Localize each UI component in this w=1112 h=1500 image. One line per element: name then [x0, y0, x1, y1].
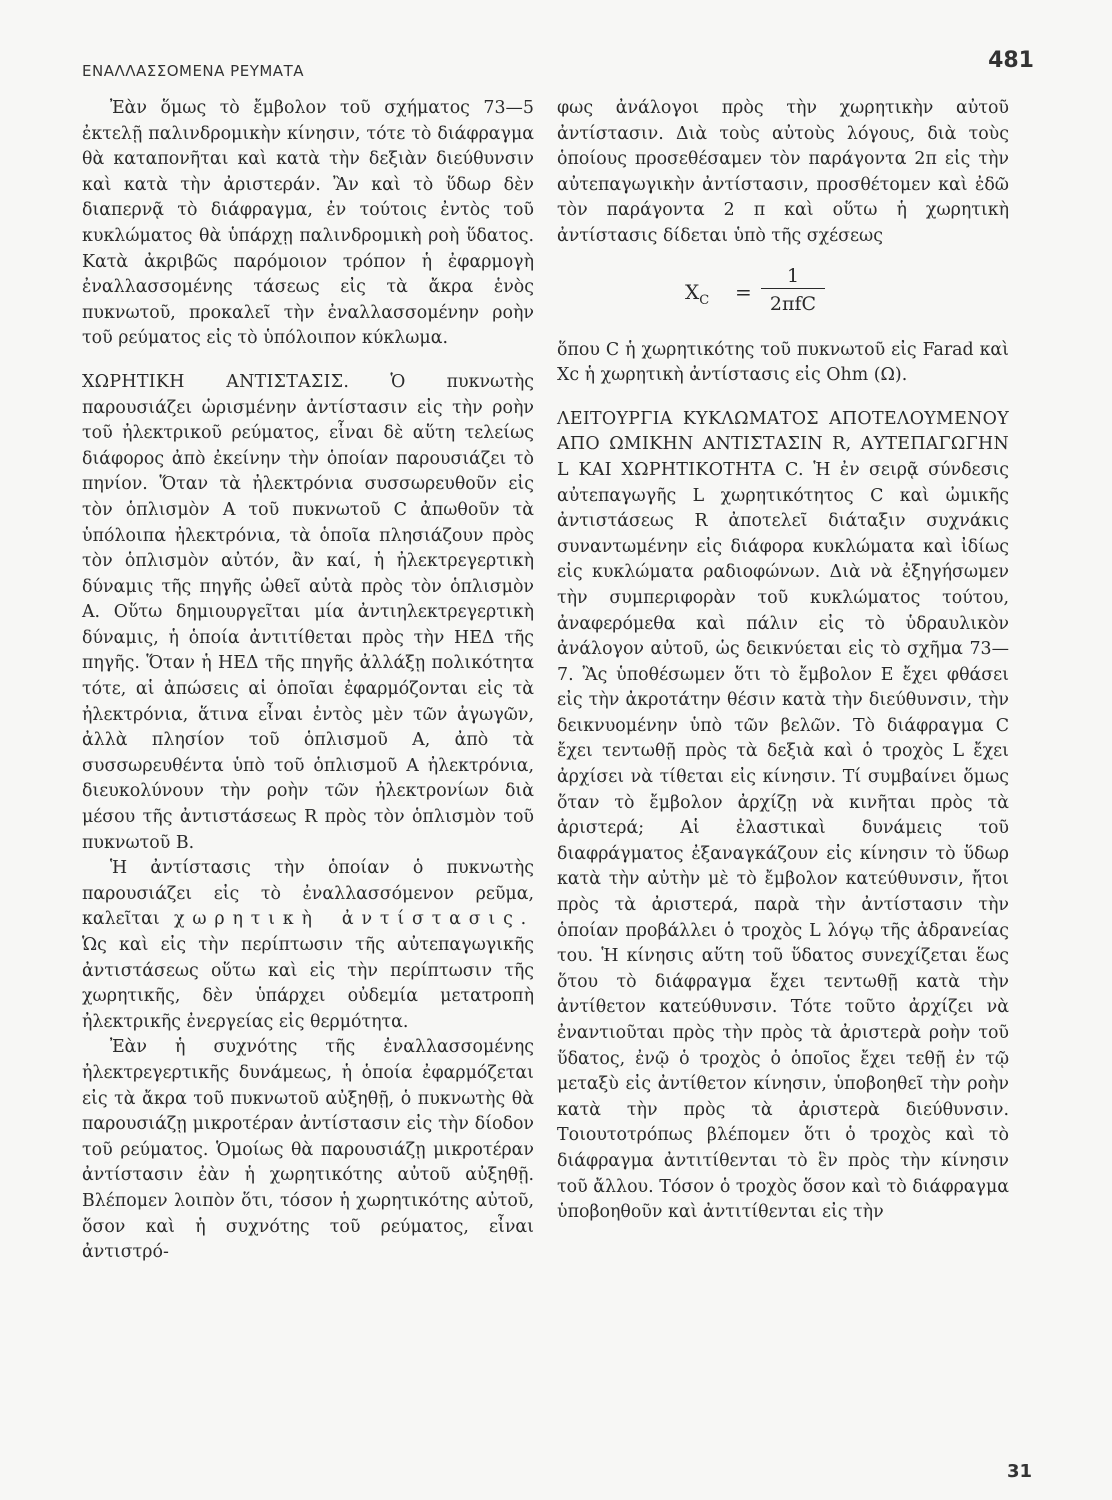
section-paragraph-rlc-circuit: [557, 407, 1009, 1226]
spaced-term: χωρητικὴ ἀντίστασις.: [174, 909, 535, 930]
paragraph-text: Ὁ πυκνωτὴς παρουσιάζει ὡρισμένην ἀντίστασιν εἰς τὴν ροὴν τοῦ ἠλεκτρικοῦ ρεύματος, εἶναι δὲ αὕτη τελείως διάφορος ἀπὸ ἐκείνην τὴν ὁποίαν παρουσιάζει τὸ πηνίον. Ὅταν τὰ ἠλεκτρόνια συσσωρευθοῦν εἰς τὸν ὁπλισμὸν Α τοῦ πυκνωτοῦ C ἀπωθοῦν τὰ ὑπόλοιπα ἠλεκτρόνια, τὰ ὁποῖα πλησιάζουν πρὸς τὸν ὁπλισμὸν αὐτόν, ἂν καί, ἡ ἠλεκτρεγερτικὴ δύναμις τῆς πηγῆς ὠθεῖ αὐτὰ πρὸς τὸν ὁπλισμὸν Α. Οὕτω δημιουργεῖται μία ἀντιηλεκτρεγερτικὴ δύναμις, ἡ ὁποία ἀντιτίθεται πρὸς τὴν ΗΕΔ τῆς πηγῆς. Ὅταν ἡ ΗΕΔ τῆς πηγῆς ἀλλάξῃ πολικότητα τότε, αἱ ἀπώσεις αἱ ὁποῖαι ἐφαρμόζονται εἰς τὰ ἠλεκτρόνια, ἅτινα εἶναι ἐντὸς μὲν τῶν ἀγωγῶν, ἀλλὰ πλησίον τοῦ ὁπλισμοῦ Α, ἀπὸ τὰ συσσωρευθέντα ὑπὸ τοῦ ὁπλισμοῦ Α ἠλεκτρόνια, διευκολύνουν τὴν ροὴν τῶν ἠλεκτρονίων διὰ μέσου τῆς ἀντιστάσεως R πρὸς τὸν ὁπλισμὸν τοῦ πυκνωτοῦ Β.: [82, 371, 534, 853]
section-heading: ΛΕΙΤΟΥΡΓΙΑ ΚΥΚΛΩΜΑΤΟΣ ΑΠΟΤΕΛΟΥΜΕΝΟΥ ΑΠΟ ΩΜΙΚΗΝ ΑΝΤΙΣΤΑΣΙΝ R, ΑΥΤΕΠΑΓΩΓΗΝ L ΚΑΙ ΧΩΡΗΤΙΚΟΤΗΤΑ C.: [557, 408, 1009, 480]
paragraph: ὅπου C ἡ χωρητικότης τοῦ πυκνωτοῦ εἰς Farad καὶ Xc ἡ χωρητικὴ ἀντίστασις εἰς Ohm (Ω).: [557, 339, 1009, 386]
formula-numerator: 1: [761, 264, 825, 289]
reactance-formula: [557, 264, 1009, 320]
running-header: ΕΝΑΛΛΑΣΣΟΜΕΝΑ ΡΕΥΜΑΤΑ: [82, 62, 304, 80]
section-heading: ΧΩΡΗΤΙΚΗ ΑΝΤΙΣΤΑΣΙΣ.: [82, 371, 350, 392]
paragraph-text: Ἡ ἀντίστασις τὴν ὁποίαν ὁ πυκνωτὴς παρουσιάζει εἰς τὸ ἐναλλασσόμενον ρεῦμα, καλεῖται: [82, 858, 534, 930]
paragraph: Ἐὰν ὅμως τὸ ἔμβολον τοῦ σχήματος 73—5 ἐκτελῇ παλινδρομικὴν κίνησιν, τότε τὸ διάφραγμα θὰ καταπονῆται καὶ κατὰ τὴν δεξιὰν διεύθυνσιν καὶ κατὰ τὴν ἀριστεράν. Ἂν καὶ τὸ ὕδωρ δὲν διαπερνᾷ τὸ διάφραγμα, ἐν τούτοις ἐντὸς τοῦ κυκλώματος θὰ ὑπάρχῃ παλινδρομικὴ ροὴ ὕδατος. Κατὰ ἀκριβῶς παρόμοιον τρόπον ἡ ἐφαρμογὴ ἐναλλασσομένης τάσεως εἰς τὰ ἄκρα ἑνὸς πυκνωτοῦ, προκαλεῖ τὴν ἐναλλασσομένην ροὴν τοῦ ρεύματος εἰς τὸ ὑπόλοιπον κύκλωμα.: [82, 98, 534, 349]
formula-lhs: $X_C$: [685, 279, 710, 308]
formula-fraction: [761, 264, 825, 319]
left-column: [82, 96, 534, 1266]
right-column: [557, 96, 1009, 1226]
section-paragraph-capacitive-reactance: [82, 370, 534, 856]
paragraph-definition: [82, 856, 534, 1035]
paragraph: Ἐὰν ἡ συχνότης τῆς ἐναλλασσομένης ἠλεκτρεγερτικῆς δυνάμεως, ἡ ὁποία ἐφαρμόζεται εἰς τὰ ἄκρα τοῦ πυκνωτοῦ αὐξηθῇ, ὁ πυκνωτὴς θὰ παρουσιάζῃ μικροτέραν ἀντίστασιν εἰς τὴν δίοδον τοῦ ρεύματος. Ὁμοίως θὰ παρουσιάζῃ μικροτέραν ἀντίστασιν ἐὰν ἡ χωρητικότης αὐτοῦ αὐξηθῇ. Βλέπομεν λοιπὸν ὅτι, τόσον ἡ χωρητικότης αὐτοῦ, ὅσον καὶ ἡ συχνότης τοῦ ρεύματος, εἶναι ἀντιστρό-: [82, 1037, 534, 1263]
formula-equals: =: [735, 279, 752, 304]
paragraph: φως ἀνάλογοι πρὸς τὴν χωρητικὴν αὐτοῦ ἀντίστασιν. Διὰ τοὺς αὐτοὺς λόγους, διὰ τοὺς ὁποίους προσεθέσαμεν τὸν παράγοντα 2π εἰς τὴν αὐτεπαγωγικὴν ἀντίστασιν, προσθέτομεν καὶ ἐδῶ τὸν παράγοντα 2 π καὶ οὕτω ἡ χωρητικὴ ἀντίστασις δίδεται ὑπὸ τῆς σχέσεως: [557, 98, 1009, 246]
paragraph-text: Ἡ ἐν σειρᾷ σύνδεσις αὐτεπαγωγῆς L χωρητικότητος C καὶ ὠμικῆς ἀντιστάσεως R ἀποτελεῖ διάταξιν συχνάκις συναντωμένην εἰς διάφορα κυκλώματα καὶ ἰδίως εἰς κυκλώματα ραδιοφώνων. Διὰ νὰ ἐξηγήσωμεν τὴν συμπεριφορὰν τοῦ κυκλώματος τούτου, ἀναφερόμεθα καὶ πάλιν εἰς τὸ ὑδραυλικὸν ἀνάλογον αὐτοῦ, ὡς δεικνύεται εἰς τὸ σχῆμα 73—7. Ἂς ὑποθέσωμεν ὅτι τὸ ἔμβολον Ε ἔχει φθάσει εἰς τὴν ἀκροτάτην θέσιν κατὰ τὴν διεύθυνσιν, τὴν δεικνυομένην ὑπὸ τῶν βελῶν. Τὸ διάφραγμα C ἔχει τεντωθῇ πρὸς τὰ δεξιὰ καὶ ὁ τροχὸς L ἔχει ἀρχίσει νὰ τίθεται εἰς κίνησιν. Τί συμβαίνει ὅμως ὅταν τὸ ἔμβολον ἀρχίζῃ νὰ κινῆται πρὸς τὰ ἀριστερά; Αἱ ἐλαστικαὶ δυνάμεις τοῦ διαφράγματος ἐξαναγκάζουν εἰς κίνησιν τὸ ὕδωρ κατὰ τὴν αὐτὴν μὲ τὸ ἔμβολον κατεύθυνσιν, ἤτοι πρὸς τὰ ἀριστερά, παρὰ τὴν ἀντίστασιν τὴν ὁποίαν προβάλλει ὁ τροχὸς L λόγῳ τῆς ἀδρανείας του. Ἡ κίνησις αὕτη τοῦ ὕδατος συνεχίζεται ἕως ὅτου τὸ διάφραγμα ἔχει τεντωθῇ κατὰ τὴν ἀντίθετον κατεύθυνσιν. Τότε τοῦτο ἀρχίζει νὰ ἐναντιοῦται πρὸς τὴν πρὸς τὰ ἀριστερὰ ροὴν τοῦ ὕδατος, ἐνῷ ὁ τροχὸς ὁ ὁποῖος ἔχει τεθῇ ἐν τῷ μεταξὺ εἰς ἀντίθετον κίνησιν, ὑποβοηθεῖ τὴν ροὴν κατὰ τὴν πρὸς τὰ ἀριστερὰ διεύθυνσιν. Τοιουτοτρόπως βλέπομεν ὅτι ὁ τροχὸς καὶ τὸ διάφραγμα ἀντιτίθενται τὸ ἓν πρὸς τὴν κίνησιν τοῦ ἄλλου. Τόσον ὁ τροχὸς ὅσον καὶ τὸ διάφραγμα ὑποβοηθοῦν καὶ ἀντιτίθενται εἰς τὴν: [557, 459, 1009, 1223]
formula-denominator: 2πfC: [769, 292, 817, 315]
signature-mark: 31: [1006, 1461, 1032, 1482]
page-number: 481: [988, 48, 1034, 73]
paragraph-text: Ὡς καὶ εἰς τὴν περίπτωσιν τῆς αὐτεπαγωγικῆς ἀντιστάσεως οὕτω καὶ εἰς τὴν περίπτωσιν τῆς χωρητικῆς, δὲν ὑπάρχει οὐδεμία μετατροπὴ ἠλεκτρικῆς ἐνεργείας εἰς θερμότητα.: [82, 935, 534, 1032]
